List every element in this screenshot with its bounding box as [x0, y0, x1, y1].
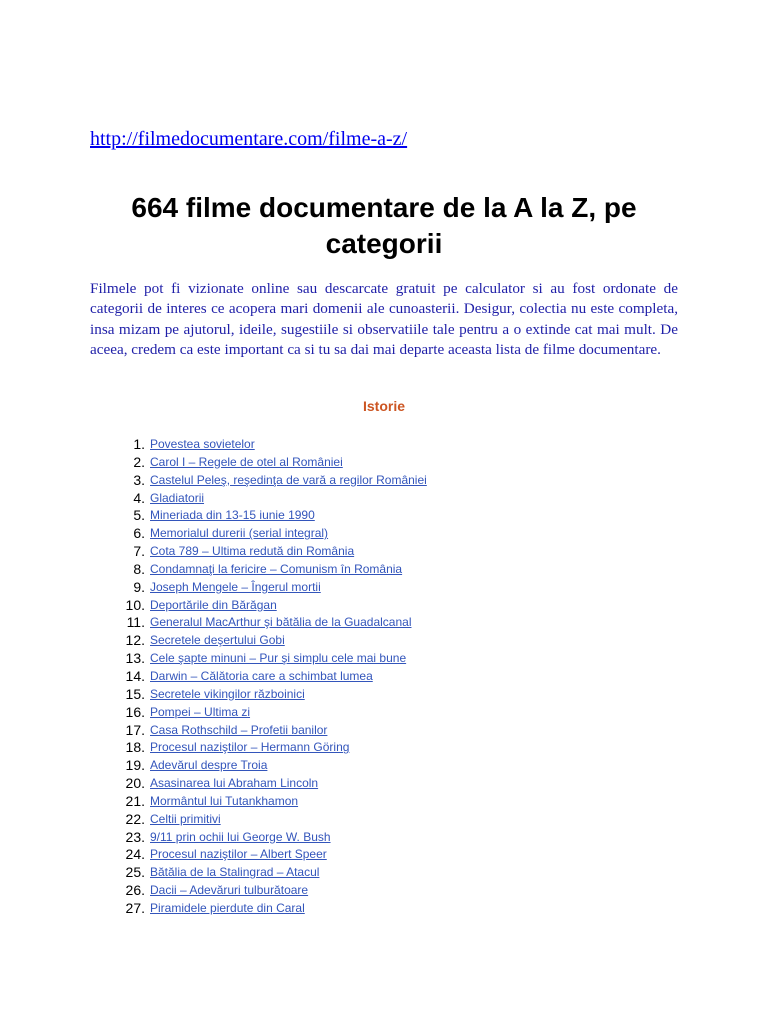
film-link[interactable]: Gladiatorii	[150, 490, 205, 505]
film-link[interactable]: Asasinarea lui Abraham Lincoln	[150, 776, 319, 791]
film-link[interactable]: Piramidele pierdute din Caral	[150, 900, 305, 915]
film-link[interactable]: Cota 789 – Ultima redută din România	[150, 544, 355, 559]
list-item-number: 26.	[125, 882, 145, 899]
list-item-number: 22.	[125, 810, 145, 827]
film-link[interactable]: Generalul MacArthur şi bătălia de la Guadalcanal	[150, 615, 412, 630]
list-item-number: 16.	[125, 703, 145, 720]
list-item-number: 12.	[125, 632, 145, 649]
list-item-number: 15.	[125, 685, 145, 702]
film-link[interactable]: Pompei – Ultima zi	[150, 704, 251, 719]
film-link[interactable]: Adevărul despre Troia	[150, 758, 268, 773]
film-link[interactable]: Condamnaţi la fericire – Comunism în România	[150, 561, 403, 576]
film-link[interactable]: 9/11 prin ochii lui George W. Bush	[150, 829, 331, 844]
film-link[interactable]: Joseph Mengele – Îngerul mortii	[150, 579, 321, 594]
list-item-number: 23.	[125, 828, 145, 845]
film-link[interactable]: Darwin – Călătoria care a schimbat lumea	[150, 668, 373, 683]
list-item-number: 5.	[133, 507, 145, 524]
page-title: 664 filme documentare de la A la Z, pe categorii	[131, 192, 637, 259]
film-link[interactable]: Dacii – Adevăruri tulburătoare	[150, 883, 309, 898]
film-link[interactable]: Procesul naziştilor – Albert Speer	[150, 847, 327, 862]
intro-paragraph: Filmele pot fi vizionate online sau descarcate gratuit pe calculator si au fost ordonate de categorii de interes ce acopera mari domenii ale cunoasterii. Desigur, colectia nu este completa, insa mizam pe ajutorul, ideile, sugestiile si observatiile tale pentru a o extinde cat mai mult. De aceea, credem ca este important ca si tu sa dai mai departe aceasta lista de filme documentare.	[90, 280, 678, 359]
film-link[interactable]: Secretele vikingilor războinici	[150, 686, 305, 701]
list-item-number: 6.	[133, 525, 145, 542]
list-item-number: 3.	[133, 471, 145, 488]
list-item-number: 18.	[125, 739, 145, 756]
list-item-number: 1.	[133, 436, 145, 452]
source-url-link[interactable]: http://filmedocumentare.com/filme-a-z/	[90, 128, 408, 150]
film-link[interactable]: Carol I – Regele de otel al României	[150, 454, 343, 469]
list-item-number: 27.	[125, 899, 145, 916]
film-link[interactable]: Mineriada din 13-15 iunie 1990	[150, 508, 315, 523]
list-item-number: 21.	[125, 792, 145, 809]
film-link[interactable]: Castelul Peleş, reşedinţa de vară a regilor României	[150, 472, 427, 487]
list-item-number: 25.	[125, 864, 145, 881]
list-item-number: 17.	[125, 721, 145, 738]
film-link[interactable]: Cele şapte minuni – Pur şi simplu cele mai bune	[150, 651, 407, 666]
film-link[interactable]: Casa Rothschild – Profetii banilor	[150, 722, 328, 737]
film-link[interactable]: Procesul naziştilor – Hermann Göring	[150, 740, 350, 755]
list-item-number: 24.	[125, 846, 145, 863]
list-item-number: 2.	[133, 453, 145, 470]
list-item-number: 10.	[125, 596, 145, 613]
list-item-number: 20.	[125, 775, 145, 792]
list-item-number: 13.	[125, 650, 145, 667]
film-link[interactable]: Memorialul durerii (serial integral)	[150, 526, 329, 541]
list-item-number: 11.	[126, 614, 145, 631]
list-item-number: 9.	[133, 578, 145, 595]
film-link[interactable]: Bătălia de la Stalingrad – Atacul	[150, 865, 320, 880]
film-link[interactable]: Deportările din Bărăgan	[150, 597, 277, 612]
list-item-number: 8.	[133, 560, 145, 577]
list-item-number: 19.	[125, 757, 145, 774]
film-link[interactable]: Mormântul lui Tutankhamon	[150, 793, 299, 808]
list-item-number: 14.	[125, 667, 145, 684]
list-item-number: 7.	[133, 543, 145, 560]
list-item-number: 4.	[133, 489, 145, 506]
film-link[interactable]: Celtii primitivi	[150, 811, 221, 826]
section-heading-istorie: Istorie	[362, 398, 405, 414]
film-link[interactable]: Povestea sovietelor	[150, 437, 255, 451]
film-link[interactable]: Secretele deşertului Gobi	[150, 633, 285, 648]
